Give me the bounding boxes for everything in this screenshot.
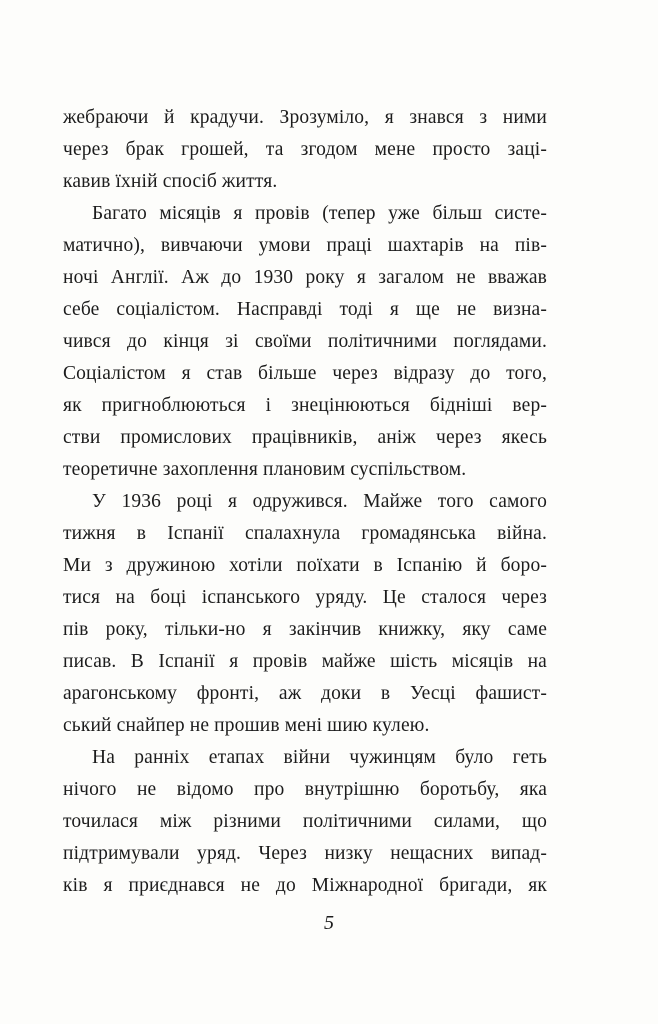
text-line: Багато місяців я провів (тепер уже більш систе- xyxy=(92,203,547,224)
text-line: теоретичне захоплення плановим суспільством. xyxy=(63,459,467,480)
text-line: пів року, тільки-но я закінчив книжку, яку саме xyxy=(63,619,547,640)
text-line: ський снайпер не прошив мені шию кулею. xyxy=(63,715,430,736)
text-line: кавив їхній спосіб життя. xyxy=(63,171,278,192)
text-line: чився до кінця зі своїми політичними поглядами. xyxy=(63,331,547,352)
text-line: себе соціалістом. Насправді тодi я ще не визна- xyxy=(63,299,547,320)
text-line: Ми з дружиною хотіли поїхати в Іспанію й боро- xyxy=(63,555,547,576)
text-line: як пригноблюються і знецінюються бідніші вер- xyxy=(63,395,547,416)
text-line: писав. В Іспанії я провів майже шість місяців на xyxy=(63,651,547,672)
text-line: жебраючи й крадучи. Зрозуміло, я знався з ними xyxy=(63,107,547,128)
text-line: ночі Англії. Аж до 1930 року я загалом не вважав xyxy=(63,267,547,288)
text-line: Соціалістом я став більше через відразу до того, xyxy=(63,363,547,384)
text-line: через брак грошей, та згодом мене просто заці- xyxy=(63,139,547,160)
paragraph xyxy=(63,102,547,198)
text-line: На ранніх етапах війни чужинцям було геть xyxy=(92,747,547,768)
paragraph xyxy=(63,198,547,486)
paragraph xyxy=(63,742,547,902)
text-line: нічого не відомо про внутрішню боротьбу, яка xyxy=(63,779,547,800)
page-number: 5 xyxy=(324,912,334,934)
text-line: стви промислових працівників, аніж через якесь xyxy=(63,427,547,448)
text-line: ків я приєднався не до Міжнародної бригади, як xyxy=(63,875,547,896)
text-line: підтримували уряд. Через низку нещасних випад- xyxy=(63,843,547,864)
text-line: тися на боці іспанського уряду. Це сталося через xyxy=(63,587,547,608)
text-line: У 1936 році я одружився. Майже того самого xyxy=(92,491,547,512)
text-line: точилася між різними політичними силами, що xyxy=(63,811,547,832)
text-line: арагонському фронті, аж доки в Уесці фашист- xyxy=(63,683,547,704)
text-line: тижня в Іспанії спалахнула громадянська війна. xyxy=(63,523,547,544)
text-line: матично), вивчаючи умови праці шахтарів на пів- xyxy=(63,235,547,256)
paragraph xyxy=(63,486,547,742)
body-text xyxy=(63,102,547,902)
